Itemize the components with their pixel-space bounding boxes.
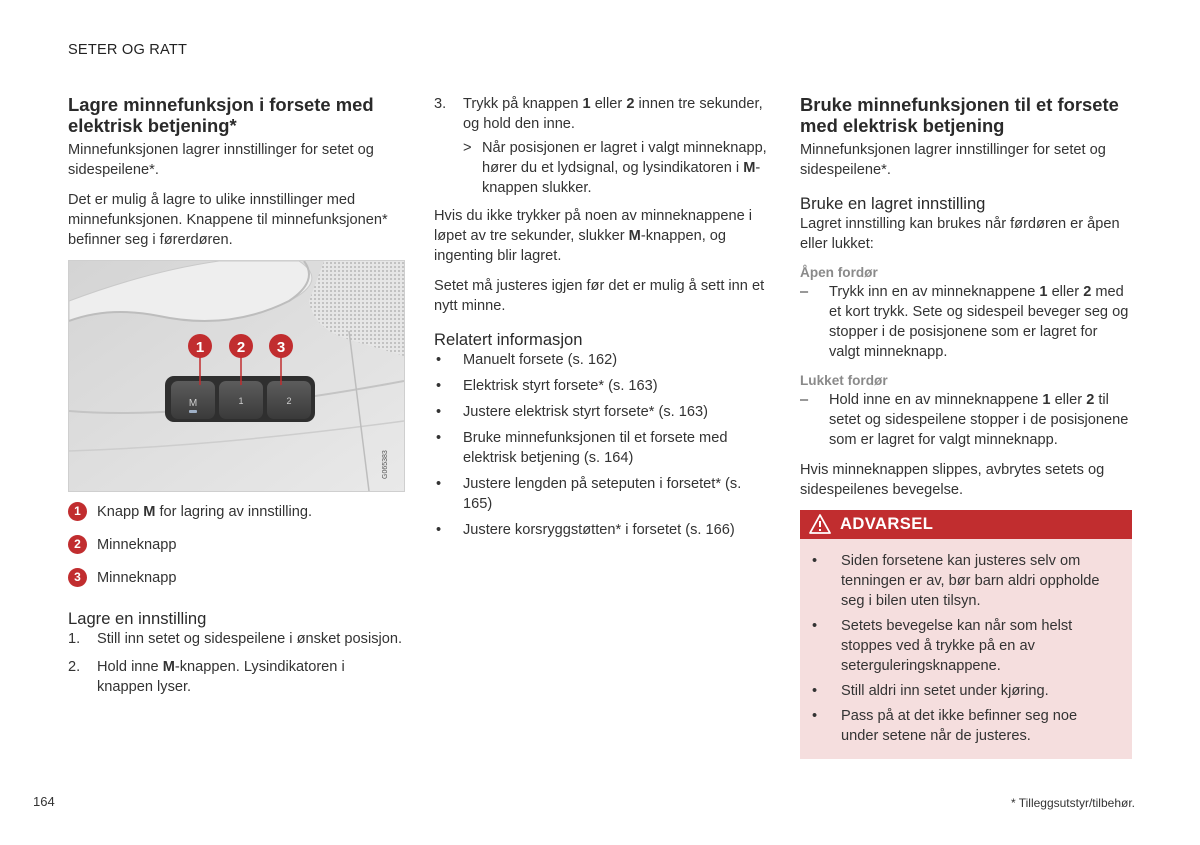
step-bold: 1 [582,96,591,112]
legend-text: for lagring av innstilling. [155,504,312,520]
note-text: Hvis minneknappen slippes, avbrytes setets og sidespeilenes bevegelse. [800,462,1105,498]
related-heading: Relatert informasjon [434,330,583,349]
related-links-list [434,350,769,540]
open-door-heading: Åpen fordør [800,265,878,280]
step-item [68,657,403,697]
item-text: til setet og sidespeilene stopper i de posisjonene som er lagret for valgt minneknapp. [829,392,1129,448]
open-door-list [800,282,1132,362]
legend-bold: M [143,504,156,520]
warning-item [812,616,1118,676]
related-link[interactable] [434,428,769,468]
warning-triangle-icon [809,514,831,540]
footnote: * Tilleggsutstyr/tilbehør. [1010,796,1135,810]
page-header: SETER OG RATT [68,42,188,58]
button-label-2: 2 [286,396,292,406]
callout-3: 3 [276,339,286,356]
list-item [800,282,1132,362]
figure-code: G065383 [382,450,389,479]
legend-text: Minneknapp [97,570,177,586]
button-label-1: 1 [238,396,244,406]
substep-text: -knappen slukker. [482,160,761,196]
dash-marker: – [800,392,809,408]
legend-item [68,568,403,601]
intro-text: Minnefunksjonen lagrer innstillinger for setet og sidespeilene*. [800,142,1106,178]
paragraph: Setet må justeres igjen før det er mulig å sett inn et nytt minne. [434,278,765,314]
button-label-m: M [188,398,198,409]
warning-title: ADVARSEL [840,514,934,533]
step-item [68,629,403,649]
dash-marker: – [800,284,809,300]
item-bold: 2 [1086,392,1095,408]
bullet-icon: • [436,476,442,492]
warning-text: Still aldri inn setet under kjøring. [841,683,1049,699]
item-text: Trykk inn en av minneknappene [829,284,1040,300]
bullet-icon: • [436,352,442,368]
step-text: Trykk på knappen [463,96,583,112]
legend-item [68,535,403,568]
related-link-text: Bruke minnefunksjonen til et forsete med elektrisk betjening (s. 164) [463,430,728,466]
section-heading: Bruke minnefunksjonen til et forsete med elektrisk betjening [800,94,1119,136]
bullet-icon: • [436,404,442,420]
memory-buttons-figure [68,260,405,492]
paragraph-text: Hvis du ikke trykker på noen av minneknappene i løpet av tre sekunder, slukker [434,208,752,244]
paragraph-bold: M [628,228,641,244]
closed-door-heading: Lukket fordør [800,373,888,388]
column-middle [434,94,769,546]
step-number: 2. [68,659,81,675]
step-text: -knappen. Lysindikatoren i knappen lyser. [97,659,345,695]
legend-badge: 3 [68,568,87,587]
related-link[interactable] [434,520,769,540]
warning-text: Siden forsetene kan justeres selv om tenningen er av, bør barn aldri oppholde seg i bilen uten tilsyn. [841,553,1100,609]
bullet-icon: • [812,683,818,699]
item-text: eller [1047,284,1084,300]
legend-text: Knapp [97,504,144,520]
intro-text: Minnefunksjonen lagrer innstillinger for setet og sidespeilene*. [68,142,374,178]
bullet-icon: • [436,522,442,538]
substep-bold: M [743,160,756,176]
column-right [800,94,1132,759]
callout-1: 1 [195,339,205,356]
related-link-text: Justere lengden på seteputen i forsetet* (s. 165) [463,476,742,512]
related-link-text: Justere elektrisk styrt forsete* (s. 163) [463,404,708,420]
related-link[interactable] [434,402,769,422]
warning-item [812,681,1118,701]
item-bold: 2 [1083,284,1092,300]
section-heading: Lagre minnefunksjon i forsete med elektrisk betjening* [68,94,374,136]
item-bold: 1 [1039,284,1048,300]
step-item [434,94,769,134]
list-item [800,390,1132,450]
warning-list [812,551,1118,746]
subsection-heading: Bruke en lagret innstilling [800,194,986,213]
step-number: 1. [68,631,81,647]
related-link-text: Elektrisk styrt forsete* (s. 163) [463,378,658,394]
related-link-text: Manuelt forsete (s. 162) [463,352,618,368]
legend-badge: 2 [68,535,87,554]
warning-text: Pass på at det ikke befinner seg noe under setene når de justeres. [841,708,1078,744]
related-link[interactable] [434,474,769,514]
step-bold: M [162,659,175,675]
bullet-icon: • [812,708,818,724]
paragraph [434,206,769,266]
item-bold: 1 [1042,392,1051,408]
step-text: Hold inne [97,659,163,675]
step-text: Still inn setet og sidespeilene i ønsket posisjon. [97,631,403,647]
step-text: eller [590,96,627,112]
substep-text: Når posisjonen er lagret i valgt minneknapp, hører du et lydsignal, og lysindikatoren i [482,140,767,176]
result-substep [434,138,769,198]
item-text: med et kort trykk. Sete og sidespeil beveger seg og stopper i de posisjonene som er lagret for valgt minneknapp. [829,284,1129,360]
bullet-icon: • [436,378,442,394]
steps-list [68,629,403,697]
sub-intro-text: Lagret innstilling kan brukes når førdøren er åpen eller lukket: [800,216,1120,252]
step-bold: 2 [626,96,635,112]
door-panel-illustration [69,261,404,491]
item-text: Hold inne en av minneknappene [829,392,1043,408]
legend-badge: 1 [68,502,87,521]
warning-body [800,539,1132,759]
callout-2: 2 [236,339,246,356]
body-text: Det er mulig å lagre to ulike innstillinger med minnefunksjonen. Knappene til minnefunksjonen* befinner seg i førerdøren. [68,192,388,248]
warning-item [812,706,1118,746]
warning-item [812,551,1118,611]
legend-item [68,502,403,535]
result-marker: > [463,140,472,156]
steps-list-continued [434,94,769,134]
closed-door-list [800,390,1132,450]
bullet-icon: • [812,553,818,569]
paragraph-text: -knappen, og ingenting blir lagret. [434,228,727,264]
warning-header [800,510,1132,539]
page-number: 164 [33,794,55,809]
related-link[interactable] [434,376,769,396]
item-text: eller [1050,392,1087,408]
bullet-icon: • [436,430,442,446]
bullet-icon: • [812,618,818,634]
legend-text: Minneknapp [97,537,177,553]
related-link-text: Justere korsryggstøtten* i forsetet (s. 166) [463,522,735,538]
column-left [68,94,403,705]
step-text: innen tre sekunder, og hold den inne. [463,96,763,132]
step-number: 3. [434,96,447,112]
related-link[interactable] [434,350,769,370]
subsection-heading: Lagre en innstilling [68,609,207,628]
warning-text: Setets bevegelse kan når som helst stoppes ved å trykke på en av seterguleringsknappene. [841,618,1073,674]
warning-box [800,510,1132,759]
